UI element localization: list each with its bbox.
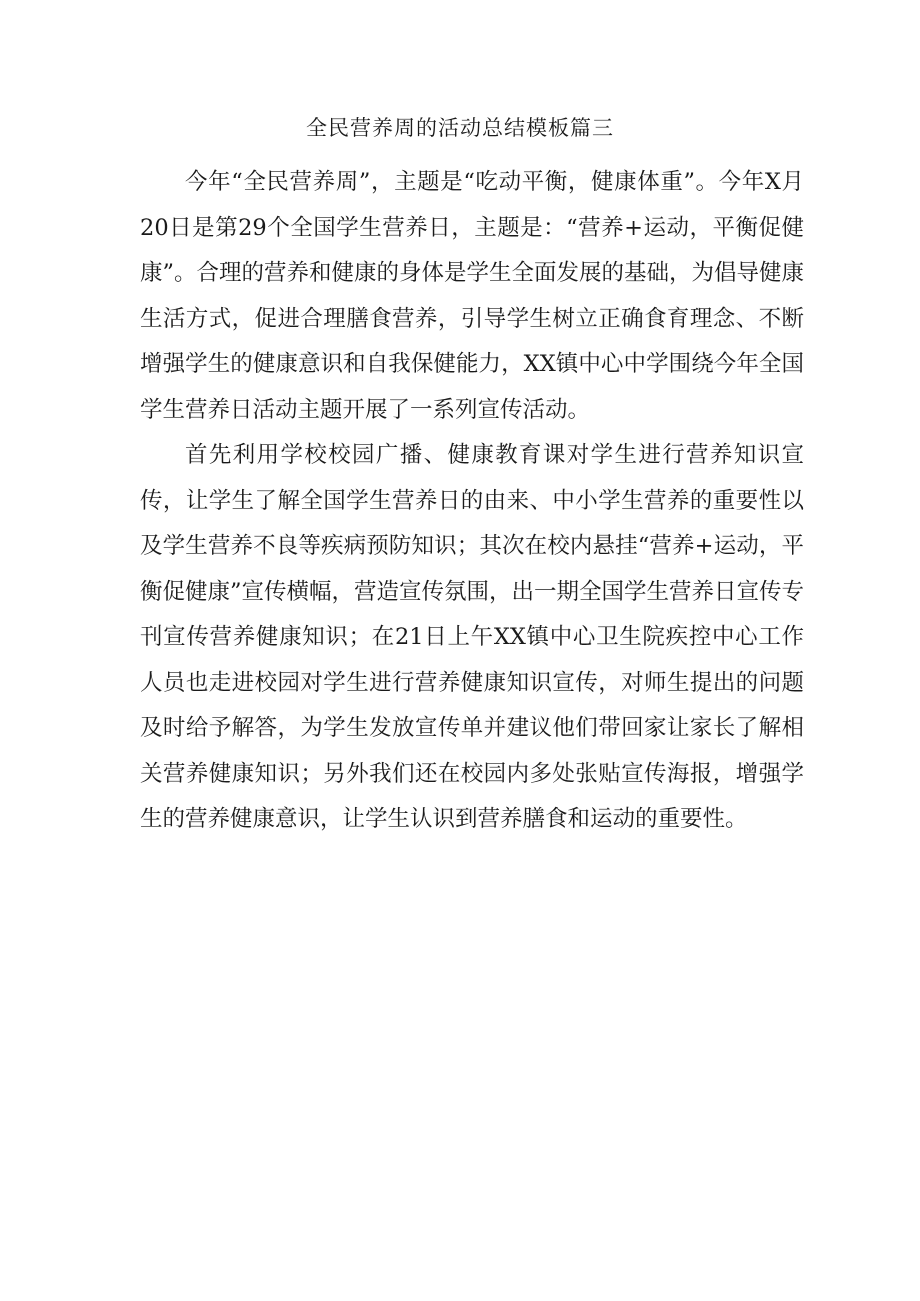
paragraph-1: 今年“全民营养周”，主题是“吃动平衡，健康体重”。今年X月20日是第29个全国学生营养日，主题是：“营养+运动，平衡促健康”。合理的营养和健康的身体是学生全面发展的基础，为倡导健康生活方式，促进合理膳食营养，引导学生树立正确食育理念、不断增强学生的健康意识和自我保健能力，XX镇中心中学围绕今年全国学生营养日活动主题开展了一系列宣传活动。 [140,169,805,423]
document-title: 全民营养周的活动总结模板篇三 [306,116,614,140]
document-body [140,160,804,843]
paragraph-2: 首先利用学校校园广播、健康教育课对学生进行营养知识宣传，让学生了解全国学生营养日的由来、中小学生营养的重要性以及学生营养不良等疾病预防知识；其次在校内悬挂“营养+运动，平衡促健康”宣传横幅，营造宣传氛围，出一期全国学生营养日宣传专刊宣传营养健康知识；在21日上午XX镇中心卫生院疾控中心工作人员也走进校园对学生进行营养健康知识宣传，对师生提出的问题及时给予解答，为学生发放宣传单并建议他们带回家让家长了解相关营养健康知识；另外我们还在校园内多处张贴宣传海报，增强学生的营养健康意识，让学生认识到营养膳食和运动的重要性。 [140,442,805,832]
